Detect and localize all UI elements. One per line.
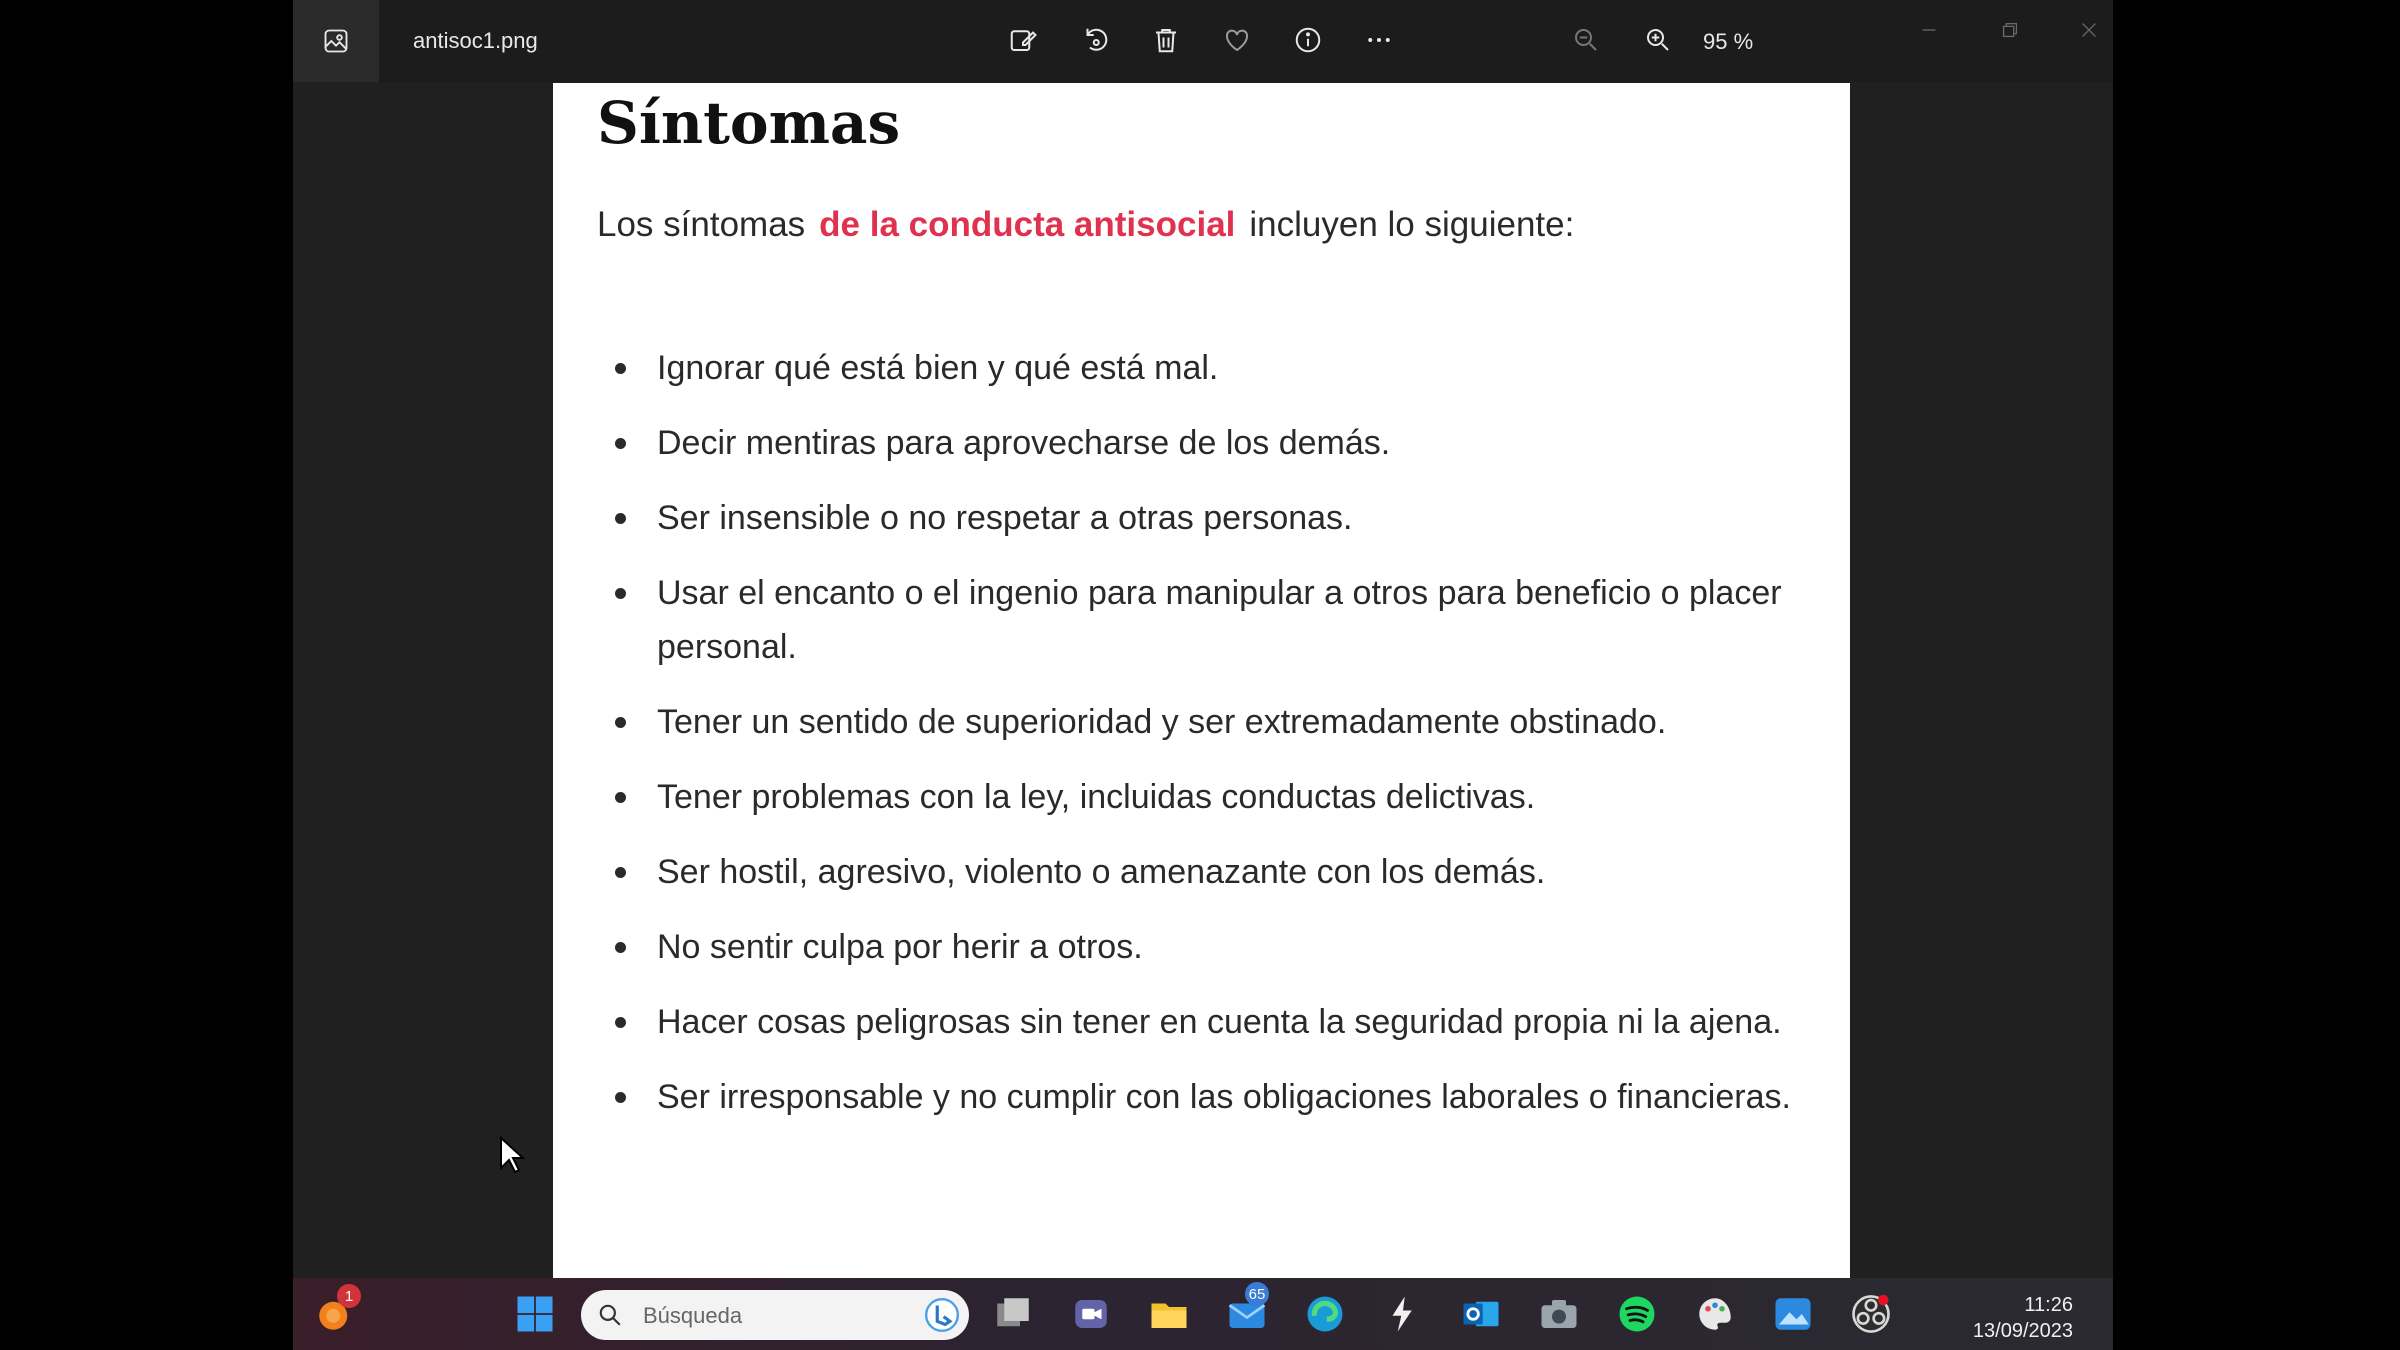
intro-text: Los síntomas [597, 205, 806, 244]
minimize-icon[interactable] [1907, 10, 1951, 50]
list-item: Hacer cosas peligrosas sin tener en cuenta la seguridad propia ni la ajena. [615, 995, 1835, 1049]
info-icon[interactable] [1290, 22, 1326, 58]
taskbar-search-input[interactable] [581, 1290, 969, 1340]
title-bar [293, 0, 2113, 82]
teams-icon[interactable] [1067, 1290, 1115, 1338]
file-explorer-icon[interactable] [1145, 1290, 1193, 1338]
list-item: Ser insensible o no respetar a otras personas. [615, 491, 1835, 545]
intro-paragraph [597, 205, 1574, 245]
clock-time: 11:26 [2024, 1294, 2073, 1316]
intro-text-end: incluyen lo siguiente: [1249, 205, 1575, 244]
symptom-list [615, 341, 1835, 1145]
list-item: Ser irresponsable y no cumplir con las obligaciones laborales o financieras. [615, 1070, 1835, 1124]
delete-icon[interactable] [1148, 22, 1184, 58]
page-title: Síntomas [597, 89, 901, 157]
search-placeholder: Búsqueda [643, 1303, 743, 1328]
task-view-icon[interactable] [989, 1290, 1037, 1338]
favorite-icon[interactable] [1219, 22, 1255, 58]
bing-icon[interactable] [923, 1296, 961, 1334]
outlook-icon[interactable] [1457, 1290, 1505, 1338]
rotate-icon[interactable] [1077, 22, 1113, 58]
clock-date: 13/09/2023 [1972, 1320, 2073, 1342]
screen [293, 0, 2113, 1350]
list-item: Tener problemas con la ley, incluidas conductas delictivas. [615, 770, 1835, 824]
photos-app-icon[interactable] [293, 0, 379, 82]
more-icon[interactable] [1361, 22, 1397, 58]
zoom-out-icon[interactable] [1568, 22, 1604, 58]
weather-widget-icon[interactable] [311, 1287, 359, 1338]
file-name: antisoc1.png [413, 28, 538, 53]
intro-highlight: de la conducta antisocial [819, 205, 1236, 244]
list-item: Ser hostil, agresivo, violento o amenazante con los demás. [615, 845, 1835, 899]
mouse-cursor-icon [499, 1136, 525, 1174]
list-item: No sentir culpa por herir a otros. [615, 920, 1835, 974]
photos-icon[interactable] [1769, 1290, 1817, 1338]
start-icon[interactable] [511, 1290, 559, 1338]
mail-icon[interactable] [1223, 1285, 1271, 1338]
search-icon [597, 1302, 623, 1328]
image-viewer-canvas [553, 83, 1850, 1278]
camera-icon[interactable] [1535, 1290, 1583, 1338]
mail-badge: 65 [1245, 1282, 1269, 1306]
list-item: Tener un sentido de superioridad y ser extremadamente obstinado. [615, 695, 1835, 749]
zoom-in-icon[interactable] [1640, 22, 1676, 58]
paint-icon[interactable] [1691, 1290, 1739, 1338]
spotify-icon[interactable] [1613, 1290, 1661, 1338]
list-item: Decir mentiras para aprovecharse de los demás. [615, 416, 1835, 470]
app-bolt-icon[interactable] [1379, 1290, 1427, 1338]
zoom-level[interactable]: 95 % [1703, 29, 1754, 54]
system-clock[interactable] [1973, 1292, 2073, 1344]
list-item: Ignorar qué está bien y qué está mal. [615, 341, 1835, 395]
taskbar [293, 1278, 2113, 1350]
edge-icon[interactable] [1301, 1290, 1349, 1338]
restore-icon[interactable] [1988, 10, 2032, 50]
weather-badge: 1 [337, 1284, 361, 1308]
close-icon[interactable] [2069, 10, 2109, 50]
edit-icon[interactable] [1005, 22, 1041, 58]
obs-icon[interactable] [1847, 1290, 1895, 1338]
list-item: Usar el encanto o el ingenio para manipular a otros para beneficio o placer personal. [615, 566, 1835, 674]
